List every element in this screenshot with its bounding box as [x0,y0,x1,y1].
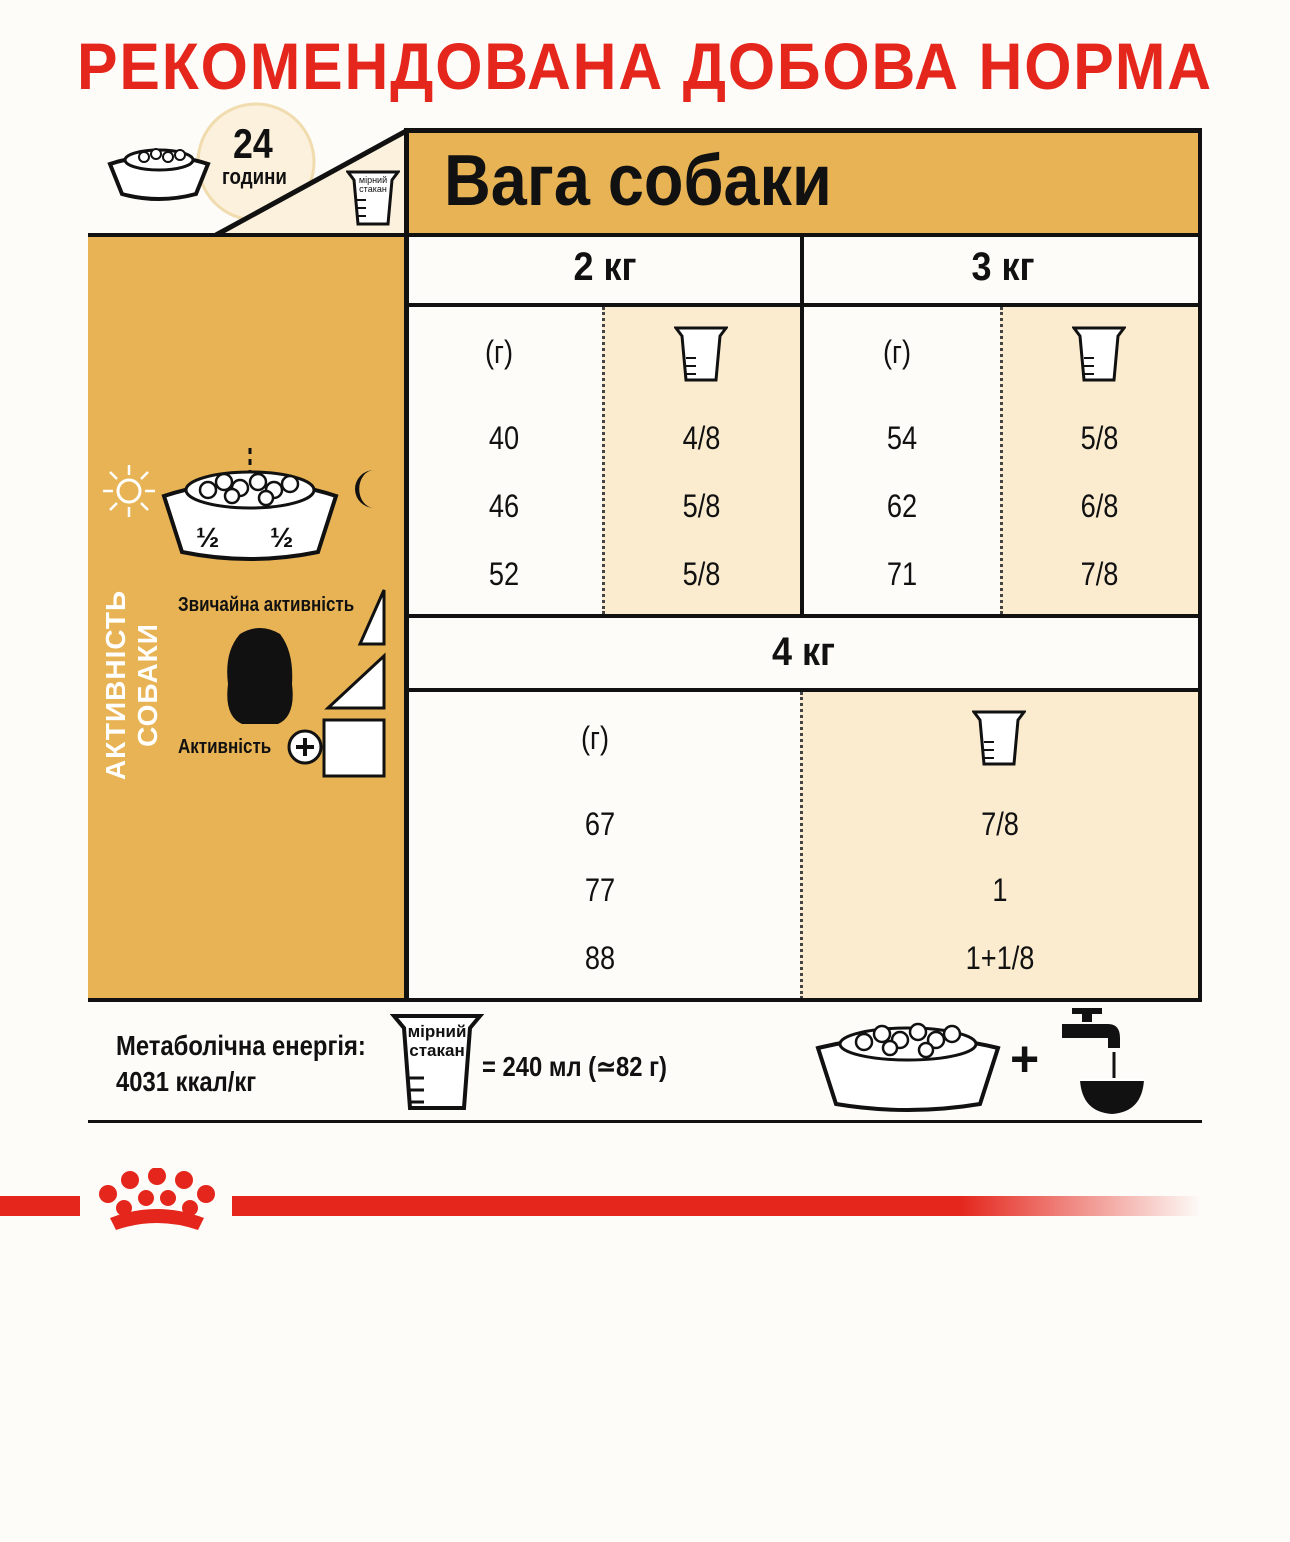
cup-equivalent: = 240 мл (≃82 г) [482,1051,667,1082]
grams-4kg-3: 88 [584,940,616,976]
grams-4kg-2: 77 [584,872,616,908]
unit-3kg: (г) [882,334,912,370]
page-title: РЕКОМЕНДОВАНА ДОБОВА НОРМА [77,29,1213,103]
weight-2kg: 2 кг [573,245,637,289]
half-right: ½ [270,522,294,553]
moon-icon [346,466,386,512]
grams-2kg-3: 52 [488,556,520,592]
hours-number: 24 [233,120,273,167]
half-left: ½ [196,522,220,553]
weight-3kg: 3 кг [971,245,1035,289]
brand-band-right [232,1196,1202,1216]
cups-4kg-2: 1 [992,872,1008,908]
unit-2kg: (г) [484,334,514,370]
grams-4kg-1: 67 [584,806,616,842]
activity-high: Активність [178,736,272,758]
cups-4kg-1: 7/8 [981,806,1019,842]
cups-2kg-1: 4/8 [682,420,721,456]
water-tap-icon [1058,1008,1148,1120]
weight-title: Вага собаки [444,141,832,221]
grams-3kg-2: 62 [886,488,918,524]
cups-3kg-1: 5/8 [1080,420,1119,456]
cup-label-2: стакан [359,184,387,194]
cup-large-label-1: мірний [407,1022,467,1041]
right-border [1198,128,1202,1002]
activity-side-label: АКТИВНІСТЬ СОБАКИ [100,589,163,781]
hours-label: години [222,164,287,189]
plus-sign: + [1010,1031,1040,1087]
cups-2kg-2: 5/8 [682,488,721,524]
activity-normal: Звичайна активність [178,594,355,616]
footer-rule [88,1120,1202,1123]
cup-icon-4kg [972,708,1026,768]
energy-line-2: 4031 ккал/кг [116,1066,257,1097]
weight-4kg: 4 кг [771,630,836,674]
grams-3kg-1: 54 [886,420,918,456]
food-bowl-icon [812,1012,1004,1112]
grams-2kg-2: 46 [488,488,520,524]
brand-band-left [0,1196,80,1216]
bowl-icon [104,140,214,204]
cup-icon-2kg [674,324,728,384]
unit-4kg: (г) [580,720,610,756]
dog-silhouette-icon [222,624,298,726]
cups-3kg-3: 7/8 [1080,556,1119,592]
cup-label-1: мірний [358,175,388,185]
cups-4kg-3: 1+1/8 [965,940,1035,976]
rule-bottom [88,998,1202,1002]
energy-line-1: Метаболічна енергія: [116,1030,366,1061]
cup-icon-3kg [1072,324,1126,384]
crown-logo-icon [90,1168,224,1240]
sun-icon [100,462,158,520]
grams-2kg-1: 40 [488,420,520,456]
plus-circle-icon [286,728,324,766]
cups-3kg-2: 6/8 [1080,488,1119,524]
cup-large-label-2: стакан [409,1041,465,1060]
cups-2kg-3: 5/8 [682,556,721,592]
grams-3kg-3: 71 [886,556,918,592]
split-bowl-icon [158,446,342,566]
